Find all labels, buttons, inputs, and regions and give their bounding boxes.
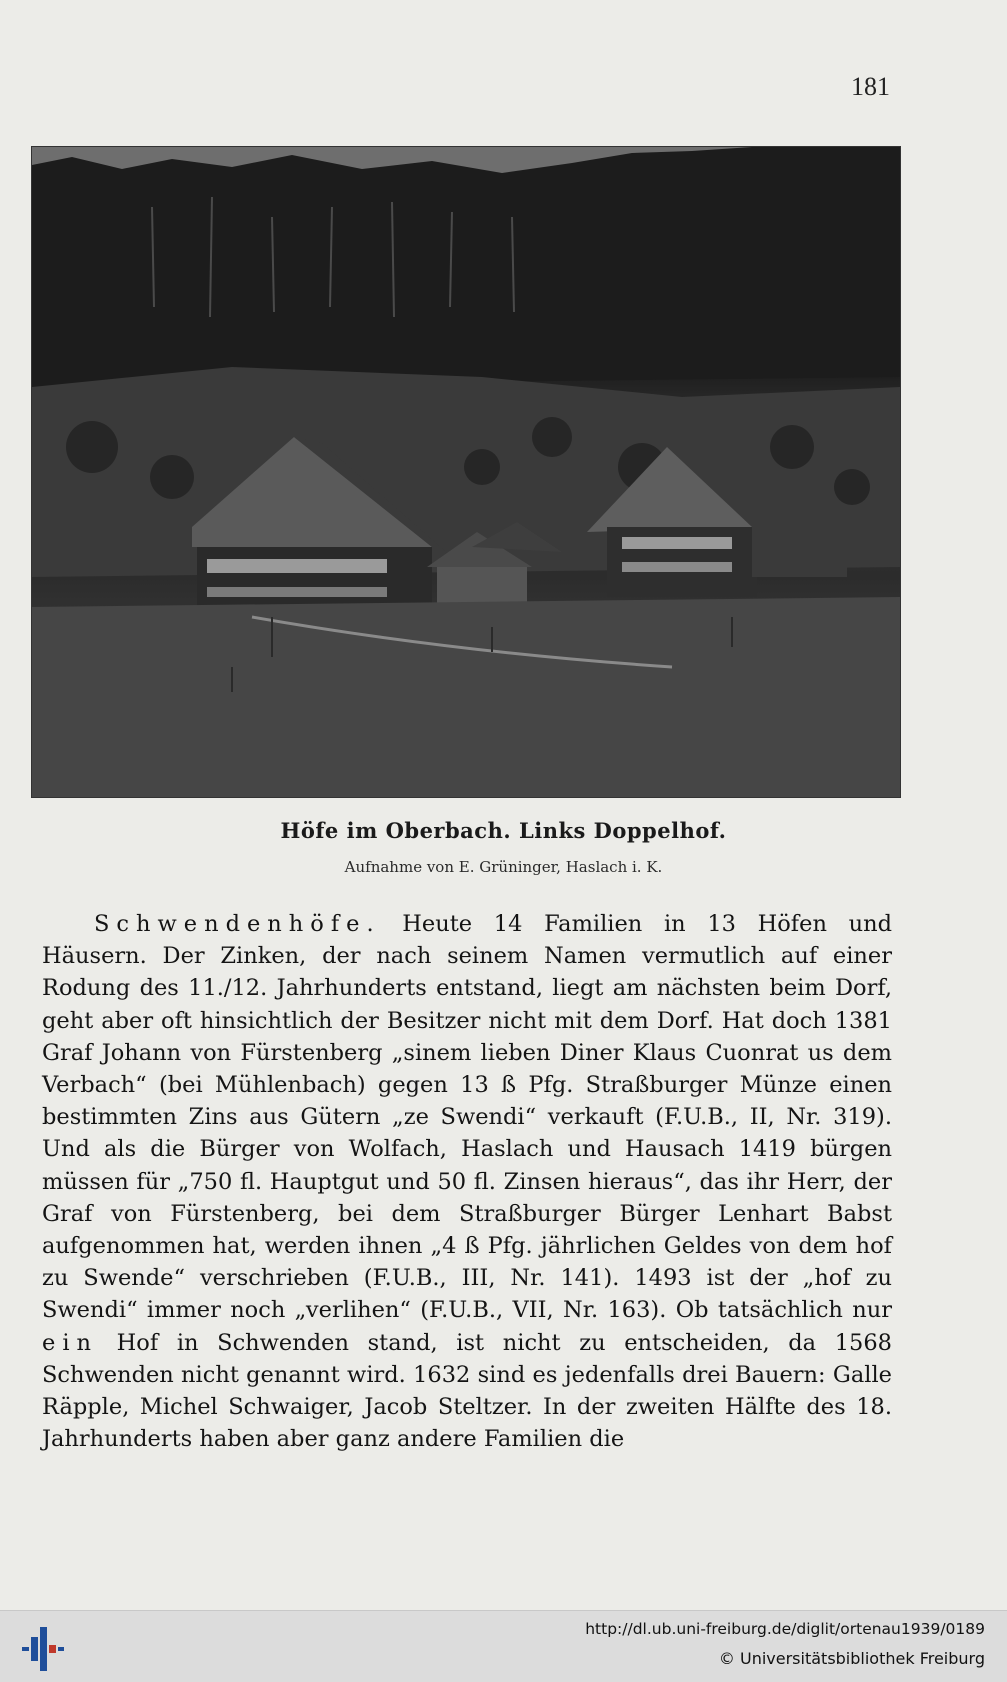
lead-word: Schwendenhöfe.	[94, 911, 381, 937]
footer-bar	[0, 1610, 1007, 1682]
photo-caption-credit: Aufnahme von E. Grüninger, Haslach i. K.	[344, 858, 663, 876]
copyright-notice: © Universitätsbibliothek Freiburg	[718, 1649, 985, 1668]
emphasized-word: ein	[42, 1329, 99, 1356]
paragraph-text: Heute 14 Familien in 13 Höfen und Häusern. Der Zinken, der nach seinem Namen vermutlich auf einer Rodung des 11./12. Jahrhunderts entstand, liegt am nächsten beim Dorf, geht aber oft hinsichtlich der Besitzer nicht mit dem Dorf. Hat doch 1381 Graf Johann von Fürstenberg „sinem lieben Diner Klaus Cuonrat us dem Verbach“ (bei Mühlenbach) gegen 13 ß Pfg. Straßburger Münze einen bestimmten Zins aus Gütern „ze Swendi“ verkauft (F.U.B., II, Nr. 319). Und als die Bürger von Wolfach, Haslach und Hausach 1419 bürgen müssen für „750 fl. Hauptgut und 50 fl. Zinsen hieraus“, das ihr Herr, der Graf von Fürstenberg, bei dem Straßburger Bürger Lenhart Babst aufgenommen hat, werden ihnen „4 ß Pfg. jährlichen Geldes von dem hof zu Swende“ verschrieben (F.U.B., III, Nr. 141). 1493 ist der „hof zu Swendi“ immer noch „verlihen“ (F.U.B., VII, Nr. 163). Ob tatsächlich nur	[42, 911, 892, 1324]
paragraph-text-continued: Hof in Schwenden stand, ist nicht zu entscheiden, da 1568 Schwenden nicht genannt wird. 1632 sind es jedenfalls drei Bauern: Galle Räpple, Michel Schwaiger, Jacob Steltzer. In der zweiten Hälfte des 18. Jahrhunderts haben aber ganz andere Familien die	[42, 1329, 892, 1453]
page-number: 181	[851, 72, 890, 101]
photo-caption-title: Höfe im Oberbach. Links Doppelhof.	[280, 818, 727, 843]
ub-freiburg-logo-icon	[18, 1623, 66, 1673]
farmhouses-photo	[31, 146, 901, 798]
source-url[interactable]: http://dl.ub.uni-freiburg.de/diglit/ortenau1939/0189	[585, 1620, 985, 1638]
body-paragraph	[42, 908, 892, 1455]
